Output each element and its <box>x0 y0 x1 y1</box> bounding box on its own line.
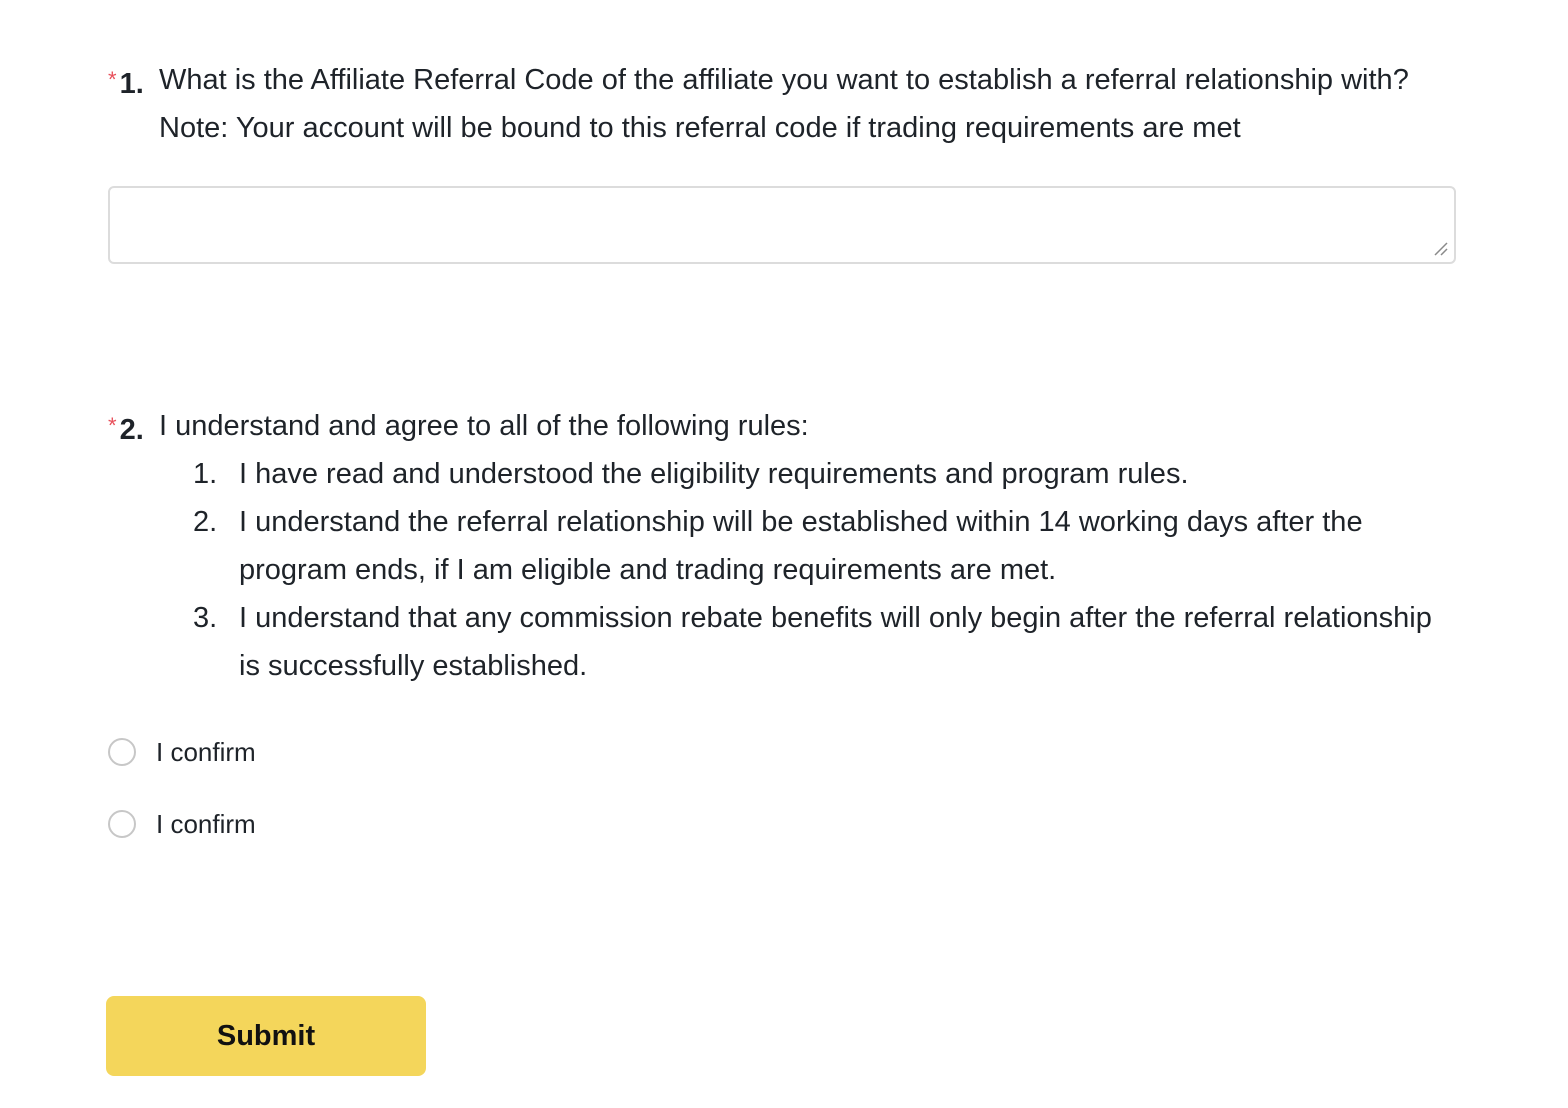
survey-form <box>108 56 1456 874</box>
rule-number: 3. <box>193 602 218 634</box>
question-1-number: 1. <box>119 68 144 100</box>
confirm-option-1[interactable] <box>108 730 1456 774</box>
option-label: I confirm <box>156 736 256 767</box>
rule-number: 2. <box>193 506 218 538</box>
question-2-prefix <box>108 402 144 454</box>
question-1-prefix <box>108 56 144 108</box>
question-1 <box>108 56 1456 152</box>
rule-text: I understand the referral relationship will be established within 14 working days after the program ends, if I am eligible and trading requirements are met. <box>239 506 1363 586</box>
question-1-text: What is the Affiliate Referral Code of the affiliate you want to establish a referral relationship with? <box>159 64 1409 96</box>
option-label: I confirm <box>156 808 256 839</box>
confirm-options <box>108 730 1456 846</box>
rule-item <box>193 594 1456 690</box>
required-asterisk: * <box>108 413 117 438</box>
required-asterisk: * <box>108 67 117 92</box>
referral-code-field[interactable] <box>108 186 1456 264</box>
rule-number: 1. <box>193 458 218 490</box>
rule-item <box>193 498 1456 594</box>
radio-button[interactable] <box>108 810 136 838</box>
question-1-note: Note: Your account will be bound to this referral code if trading requirements are met <box>159 112 1241 144</box>
question-2-text: I understand and agree to all of the following rules: <box>159 410 809 442</box>
rule-text: I have read and understood the eligibility requirements and program rules. <box>239 458 1189 490</box>
resize-handle-icon[interactable] <box>1432 240 1448 256</box>
question-2-number: 2. <box>119 414 144 446</box>
question-2 <box>108 402 1456 690</box>
submit-button[interactable]: Submit <box>106 996 426 1076</box>
rule-text: I understand that any commission rebate benefits will only begin after the referral relationship is successfully established. <box>239 602 1432 682</box>
radio-button[interactable] <box>108 738 136 766</box>
rule-item <box>193 450 1456 498</box>
confirm-option-2[interactable] <box>108 802 1456 846</box>
referral-code-input[interactable] <box>110 188 1454 262</box>
rules-list <box>159 450 1456 690</box>
